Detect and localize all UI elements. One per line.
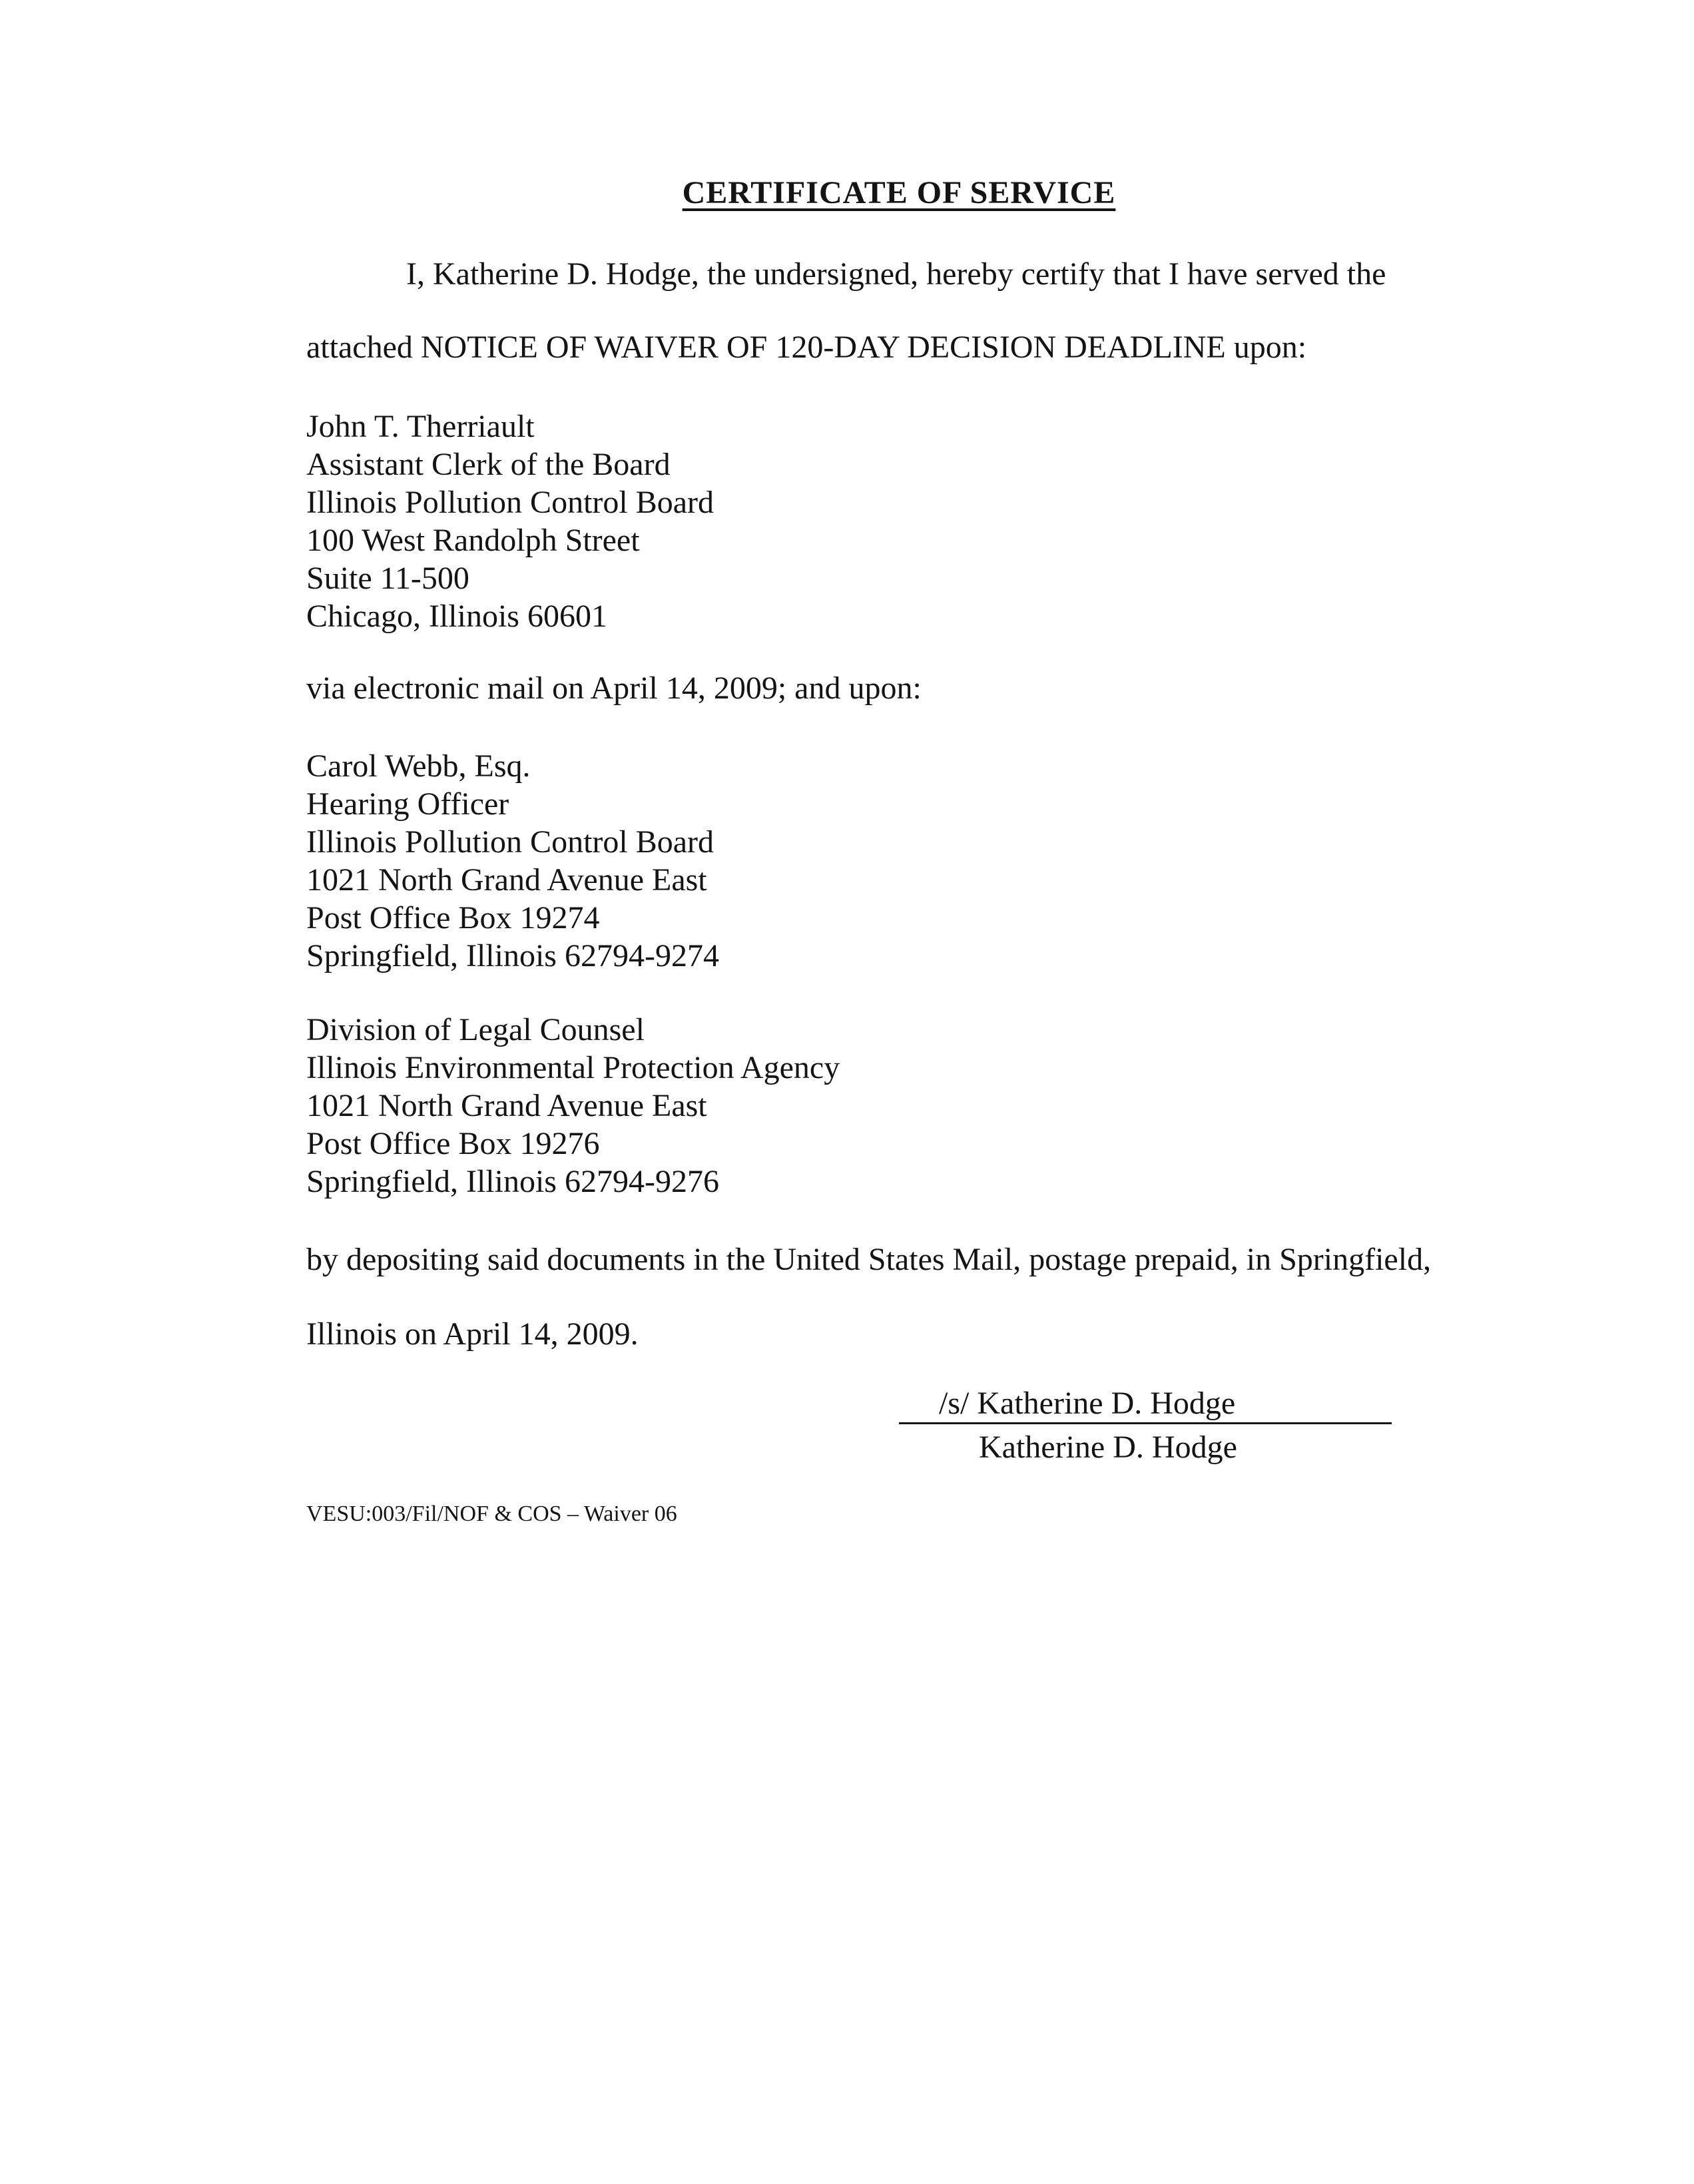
address-line: Suite 11-500 — [306, 561, 469, 596]
address-line: 1021 North Grand Avenue East — [306, 862, 707, 898]
intro-line-2: attached NOTICE OF WAIVER OF 120-DAY DECISION DEADLINE upon: — [306, 330, 1307, 365]
electronic-signature: /s/ Katherine D. Hodge — [939, 1386, 1236, 1421]
recipient-address-block-2 — [306, 747, 719, 975]
address-line: Illinois Pollution Control Board — [306, 485, 714, 520]
address-line: Chicago, Illinois 60601 — [306, 599, 607, 634]
address-line: Post Office Box 19276 — [306, 1126, 600, 1161]
address-line: Illinois Environmental Protection Agency — [306, 1050, 840, 1085]
closing-line-2: Illinois on April 14, 2009. — [306, 1316, 639, 1352]
signature-line — [899, 1385, 1392, 1424]
address-line: 100 West Randolph Street — [306, 523, 640, 558]
address-line: Springfield, Illinois 62794-9276 — [306, 1164, 719, 1199]
address-line: Springfield, Illinois 62794-9274 — [306, 938, 719, 973]
recipient-address-block-1 — [306, 408, 714, 635]
document-reference-code: VESU:003/Fil/NOF & COS – Waiver 06 — [306, 1502, 677, 1526]
recipient-address-block-3 — [306, 1011, 840, 1201]
intro-line-1: I, Katherine D. Hodge, the undersigned, hereby certify that I have served the — [406, 256, 1386, 292]
address-line: 1021 North Grand Avenue East — [306, 1088, 707, 1123]
address-line: Post Office Box 19274 — [306, 900, 600, 936]
address-line: Hearing Officer — [306, 786, 509, 822]
closing-line-1: by depositing said documents in the United States Mail, postage prepaid, in Springfield, — [306, 1242, 1432, 1277]
address-line: John T. Therriault — [306, 409, 535, 444]
via-email-line: via electronic mail on April 14, 2009; and upon: — [306, 671, 922, 706]
document-title: CERTIFICATE OF SERVICE — [682, 175, 1116, 210]
address-line: Carol Webb, Esq. — [306, 748, 531, 784]
address-line: Illinois Pollution Control Board — [306, 824, 714, 860]
address-line: Assistant Clerk of the Board — [306, 447, 671, 482]
address-line: Division of Legal Counsel — [306, 1012, 645, 1047]
signer-name: Katherine D. Hodge — [979, 1430, 1237, 1465]
